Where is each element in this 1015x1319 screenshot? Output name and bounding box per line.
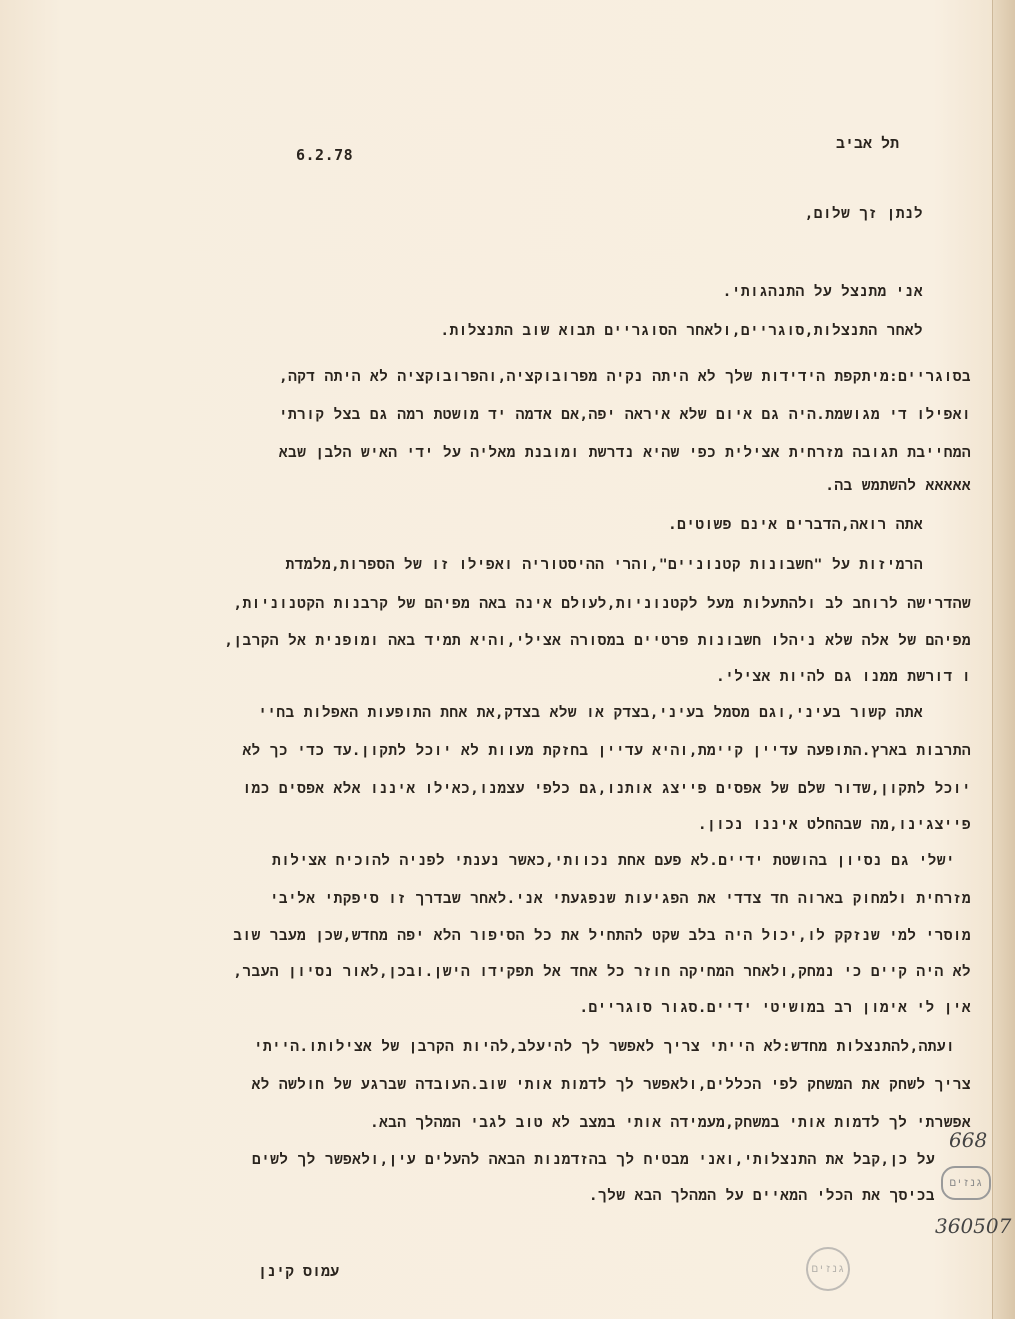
body-line: הרמיזות על "חשבונות קטנוניים",והרי ההיסטוריה ואפילו זו של הספרות,מלמדת <box>285 557 923 573</box>
body-line: אפשרתי לך לדמות אותי במשחק,מעמידה אותי במצב לא טוב לגבי המהלך הבא. <box>369 1115 971 1131</box>
body-line: על כן,קבל את התנצלותי,ואני מבטיח לך בהזדמנות הבאה להעלים עין,ולאפשר לך לשים <box>251 1152 935 1168</box>
letter-place: תל אביב <box>836 134 900 152</box>
body-line: מזרחית ולמחוק בארוה חד צדדי את הפגיעות שנפגעתי אני.לאחר שבדרך זו סיפקתי אליבי <box>269 891 971 907</box>
body-line: אאאאא להשתמש בה. <box>825 478 971 494</box>
body-line: בכיסך את הכלי המאיים על המהלך הבא שלך. <box>588 1188 935 1204</box>
body-line: צריך לשחק את המשחק לפי הכללים,ולאפשר לך לדמות אותי שוב.העובדה שברגע של חולשה לא <box>251 1077 971 1093</box>
signature: עמוס קינן <box>258 1262 340 1280</box>
body-line: המחייבת תגובה מזרחית אצילית כפי שהיא נדרשת ומובנת מאליה על ידי האיש הלבן שבא <box>278 445 971 461</box>
body-line: אני מתנצל על התנהגותי. <box>722 284 923 300</box>
body-line: התרבות בארץ.התופעה עדיין קיימת,והיא עדיין בחזקת מעוות לא יוכל לתקון.עד כדי כך לא <box>242 743 971 759</box>
archive-number-handwritten: 668 <box>949 1128 988 1152</box>
body-line: ו דורשת ממנו גם להיות אצילי. <box>715 669 971 685</box>
faded-round-stamp <box>806 1247 850 1291</box>
body-line: אתה רואה,הדברים אינם פשוטים. <box>668 517 923 533</box>
body-line: מוסרי למי שנזקק לו,יכול היה בלב שקט להתחיל את כל הסיפור הלא יפה מחדש,שכן מעבר שוב <box>233 928 971 944</box>
body-line: אין לי אימון רב במושיטי ידיים.סגור סוגריים. <box>579 1000 971 1016</box>
faded-stamp-text: גנזים <box>811 1262 845 1275</box>
body-line: שהדרישה לרוחב לב ולהתעלות מעל לקטנוניות,לעולם אינה באה מפיהם של קרבנות הקטנוניות, <box>233 596 971 612</box>
body-line: יוכל לתקון,שדור שלם של אפסים פייצג אותנו,גם כלפי עצמנו,כאילו איננו אלא אפסים כמו <box>242 781 971 797</box>
body-line: אתה קשור בעיני,וגם מסמל בעיני,בצדק או שלא בצדק,את אחת התופעות האפלות בחיי <box>258 705 923 721</box>
archive-id-handwritten: 360507 <box>935 1214 1012 1238</box>
body-line: ועתה,להתנצלות מחדש:לא הייתי צריך לאפשר לך להיעלב,להיות הקרבן של אצילותו.הייתי <box>253 1039 955 1055</box>
body-line: לאחר התנצלות,סוגריים,ולאחר הסוגריים תבוא שוב התנצלות. <box>440 323 923 339</box>
salutation: לנתן זך שלום, <box>804 206 923 222</box>
paper-edge <box>992 0 1015 1319</box>
archive-stamp-text: גנזים <box>949 1176 983 1189</box>
archive-stamp <box>941 1166 991 1200</box>
body-line: ישלי גם נסיון בהושטת ידיים.לא פעם אחת נכוותי,כאשר נענתי לפניה להוכיח אצילות <box>272 853 955 869</box>
body-line: לא היה קיים כי נמחק,ולאחר המחיקה חוזר כל אחד אל תפקידו הישן.ובכן,לאור נסיון העבר, <box>233 964 971 980</box>
body-line: ואפילו די מגושמת.היה גם איום שלא איראה יפה,אם אדמה יד מושטת רמה גם בצל קורתי <box>278 407 971 423</box>
body-line: פייצגינו,מה שבהחלט איננו נכון. <box>697 817 971 833</box>
letter-date: 6.2.78 <box>296 146 354 164</box>
body-line: בסוגריים:מיתקפת הידידות שלך לא היתה נקיה מפרובוקציה,והפרובוקציה לא היתה דקה, <box>278 369 971 385</box>
body-line: מפיהם של אלה שלא ניהלו חשבונות פרטיים במסורה אצילי,והיא תמיד באה ומופנית אל הקרבן, <box>224 633 971 649</box>
